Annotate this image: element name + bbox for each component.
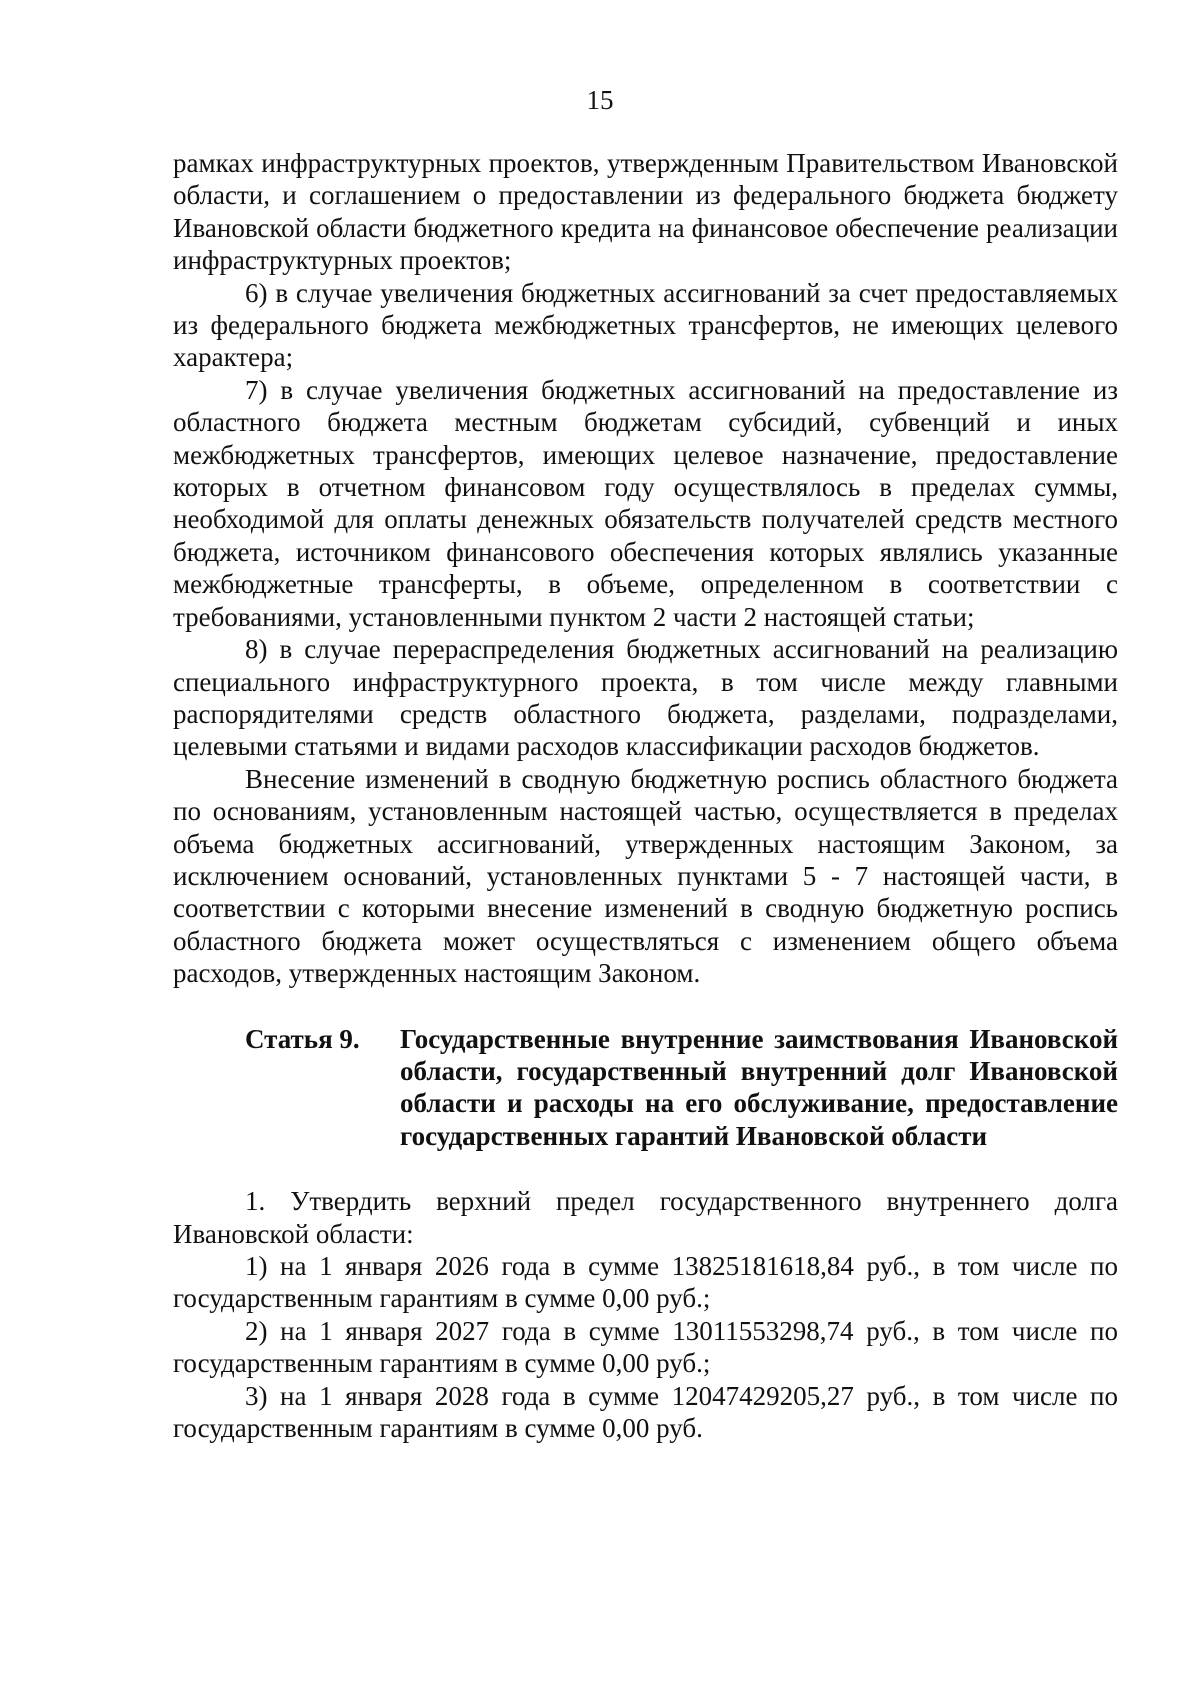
paragraph-continuation: рамках инфраструктурных проектов, утвержденным Правительством Ивановской области, и соглашением о предоставлении из федерального бюджета бюджету Ивановской области бюджетного кредита на финансовое обеспечение реализации инфраструктурных проектов; [173, 148, 1118, 276]
debt-limit-2026: 1) на 1 января 2026 года в сумме 13825181618,84 руб., в том числе по государственным гарантиям в сумме 0,00 руб.; [173, 1251, 1118, 1314]
article-heading [245, 1023, 1118, 1153]
paragraph-item-8: 8) в случае перераспределения бюджетных ассигнований на реализацию специального инфраструктурного проекта, в том числе между главными распорядителями средств областного бюджета, разделами, подразделами, целевыми статьями и видами расходов классификации расходов бюджетов. [173, 634, 1118, 762]
paragraph-item-6: 6) в случае увеличения бюджетных ассигнований за счет предоставляемых из федерального бюджета межбюджетных трансфертов, не имеющих целевого характера; [173, 277, 1118, 373]
debt-limit-2027: 2) на 1 января 2027 года в сумме 13011553298,74 руб., в том числе по государственным гарантиям в сумме 0,00 руб.; [173, 1315, 1118, 1379]
article-title: Государственные внутренние заимствования Ивановской области, государственный внутренний долг Ивановской области и расходы на его обслуживание, предоставление государственных гарантий Ивановской области [400, 1023, 1118, 1151]
paragraph-item-7: 7) в случае увеличения бюджетных ассигнований на предоставление из областного бюджета местным бюджетам субсидий, субвенций и иных межбюджетных трансфертов, имеющих целевое назначение, предоставление которых в отчетном финансовом году осуществлялось в пределах суммы, необходимой для оплаты денежных обязательств получателей средств местного бюджета, источником финансового обеспечения которых являлись указанные межбюджетные трансферты, в объеме, определенном в соответствии с требованиями, установленными пунктом 2 части 2 настоящей статьи; [173, 374, 1118, 632]
article-label: Статья 9. [245, 1023, 360, 1054]
debt-limit-intro: 1. Утвердить верхний предел государственного внутреннего долга Ивановской области: [173, 1186, 1118, 1249]
debt-limit-2028: 3) на 1 января 2028 года в сумме 12047429205,27 руб., в том числе по государственным гарантиям в сумме 0,00 руб. [173, 1380, 1118, 1444]
page-number: 15 [586, 85, 614, 115]
paragraph-amendments: Внесение изменений в сводную бюджетную роспись областного бюджета по основаниям, установленным настоящей частью, осуществляется в пределах объема бюджетных ассигнований, утвержденных настоящим Законом, за исключением оснований, установленных пунктами 5 - 7 настоящей части, в соответствии с которыми внесение изменений в сводную бюджетную роспись областного бюджета может осуществляться с изменением общего объема расходов, утвержденных настоящим Законом. [173, 763, 1118, 989]
document-body [173, 147, 1118, 1444]
